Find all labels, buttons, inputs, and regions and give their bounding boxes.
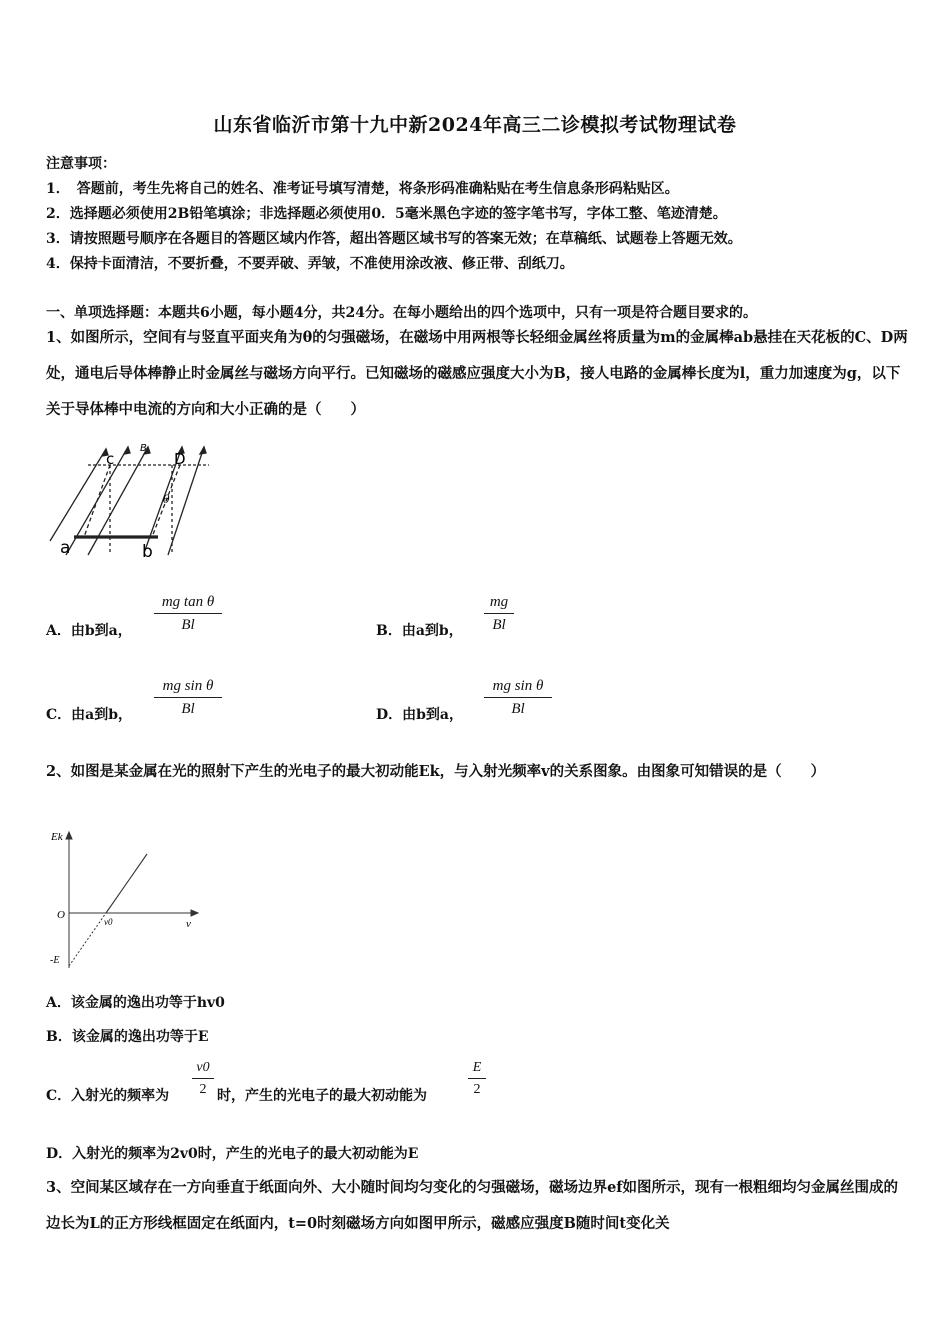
- fraction-denominator: 2: [473, 1082, 481, 1097]
- option-c-label: C．由a到b，: [46, 707, 133, 723]
- notice-item: 1． 答题前，考生先将自己的姓名、准考证号填写清楚，将条形码准确粘贴在考生信息条形码粘贴区。: [46, 181, 679, 197]
- option-a-label: A．由b到a，: [46, 623, 132, 639]
- option-c-prefix: C．入射光的频率为: [46, 1088, 170, 1104]
- question-2-text: 2、如图是某金属在光的照射下产生的光电子的最大初动能Ek，与入射光频率v的关系图象。由图象可知错误的是（ ）: [46, 763, 826, 780]
- fraction-denominator: Bl: [181, 701, 195, 717]
- notice-heading: 注意事项：: [46, 156, 116, 172]
- fraction-numerator: mg: [489, 594, 509, 610]
- figure-label-b-field: B: [140, 443, 147, 454]
- notice-item: 4．保持卡面清洁，不要折叠，不要弄破、弄皱，不准使用涂改液、修正带、刮纸刀。: [46, 256, 574, 272]
- figure-label-b: b: [142, 542, 153, 562]
- section-heading: 一、单项选择题：本题共6小题，每小题4分，共24分。在每小题给出的四个选项中，只有一项是符合题目要求的。: [46, 305, 757, 321]
- option-c-fraction-1: [192, 1060, 214, 1098]
- figure-label-theta: θ: [163, 493, 170, 506]
- option-b: B．该金属的逸出功等于E: [46, 1029, 209, 1045]
- fraction-denominator: 2: [199, 1082, 207, 1097]
- fraction-denominator: Bl: [511, 701, 525, 717]
- graph-x-intercept-label: v0: [104, 917, 113, 927]
- fraction-denominator: Bl: [181, 617, 195, 633]
- option-c-middle: 时，产生的光电子的最大初动能为: [217, 1088, 427, 1104]
- figure-label-c: c: [106, 450, 115, 468]
- option-d: D．入射光的频率为2v0时，产生的光电子的最大初动能为E: [46, 1146, 419, 1162]
- question-3-text: 3、空间某区域存在一方向垂直于纸面向外、大小随时间均匀变化的匀强磁场，磁场边界ef如图所示，现有一根粗细均匀金属丝围成的边长为L的正方形线框固定在纸面内，t=0时刻磁场方向如图甲所示，磁感应强度B随时间t变化关: [46, 1179, 899, 1232]
- graph-origin-label: O: [57, 909, 65, 921]
- option-d-fraction: [484, 678, 552, 718]
- option-d-label: D．由b到a，: [376, 707, 464, 723]
- fraction-numerator: v0: [196, 1060, 210, 1075]
- page-title: 山东省临沂市第十九中新2024年高三二诊模拟考试物理试卷: [213, 114, 737, 136]
- option-a-fraction: [154, 594, 222, 634]
- option-b-label: B．由a到b，: [376, 623, 463, 639]
- graph-y-axis-label: Ek: [51, 831, 63, 843]
- question-1-figure: [44, 437, 220, 565]
- fraction-numerator: E: [472, 1060, 482, 1075]
- option-b-fraction: [484, 594, 514, 634]
- figure-label-a: a: [60, 538, 71, 558]
- fraction-numerator: mg sin θ: [162, 678, 214, 694]
- question-2-graph: [44, 826, 204, 974]
- option-a: A．该金属的逸出功等于hv0: [46, 995, 225, 1011]
- fraction-denominator: Bl: [492, 617, 506, 633]
- option-c-fraction-2: [468, 1060, 486, 1098]
- option-c-fraction: [154, 678, 222, 718]
- question-1-text: 1、如图所示，空间有与竖直平面夹角为θ的匀强磁场，在磁场中用两根等长轻细金属丝将质量为m的金属棒ab悬挂在天花板的C、D两处，通电后导体棒静止时金属丝与磁场方向平行。已知磁场的磁感应强度大小为B，接人电路的金属棒长度为l，重力加速度为g，以下关于导体棒中电流的方向和大小正确的是（ ）: [46, 329, 908, 418]
- fraction-numerator: mg sin θ: [492, 678, 544, 694]
- graph-y-intercept-label: -E: [50, 955, 60, 966]
- fraction-numerator: mg tan θ: [161, 594, 215, 610]
- notice-item: 3．请按照题号顺序在各题目的答题区域内作答，超出答题区域书写的答案无效；在草稿纸、试题卷上答题无效。: [46, 231, 742, 247]
- graph-x-axis-label: v: [186, 918, 191, 930]
- notice-item: 2．选择题必须使用2B铅笔填涂；非选择题必须使用0．5毫米黑色字迹的签字笔书写，字体工整、笔迹清楚。: [46, 206, 727, 222]
- figure-label-d: D: [174, 450, 186, 468]
